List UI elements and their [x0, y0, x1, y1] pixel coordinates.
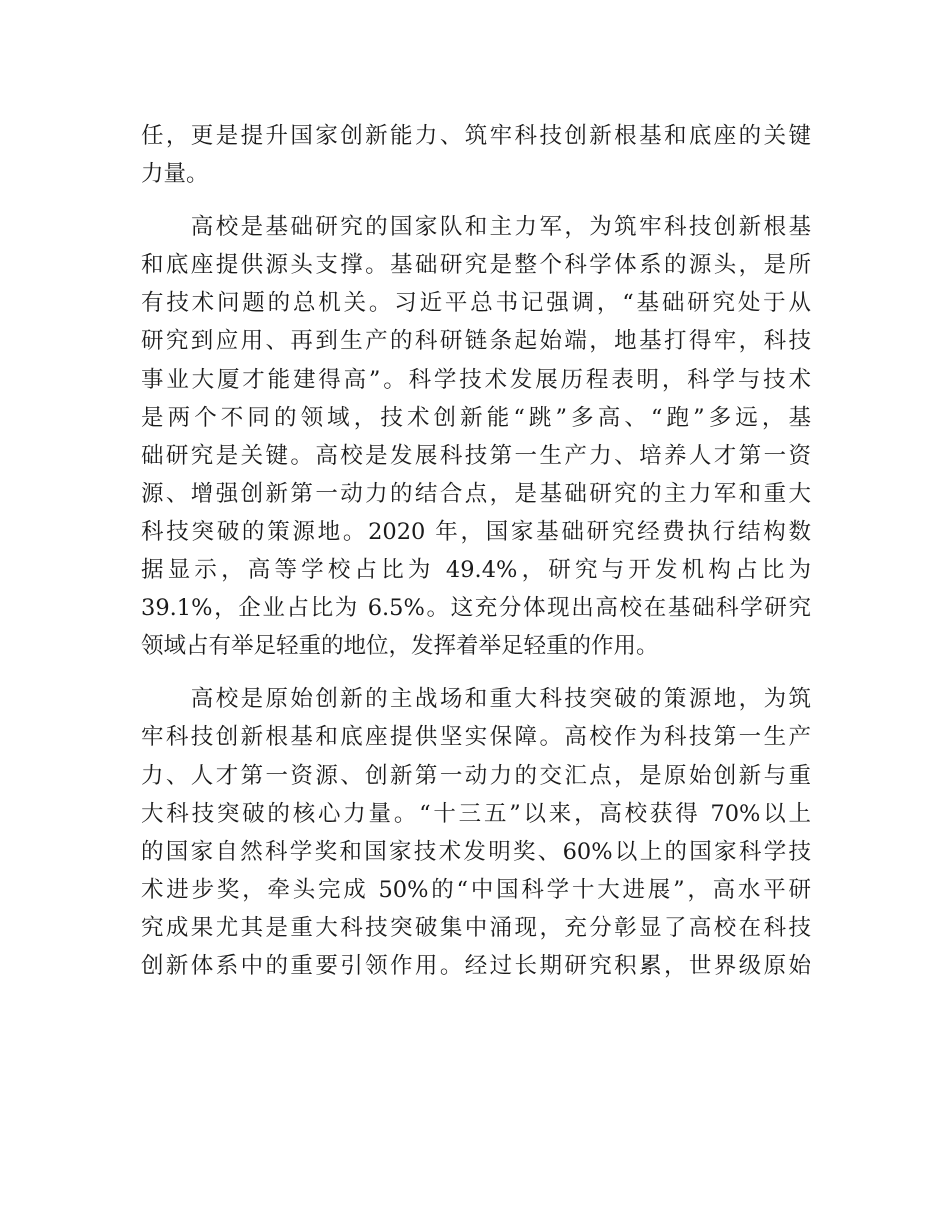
text-line: 研究到应用、再到生产的科研链条起始端，地基打得牢，科技 [141, 328, 811, 355]
text-line: 领域占有举足轻重的地位，发挥着举足轻重的作用。 [141, 633, 659, 660]
text-line: 创新体系中的重要引领作用。经过长期研究积累，世界级原始 [141, 952, 811, 979]
text-line: 大科技突破的核心力量。“十三五”以来，高校获得 70%以上 [141, 800, 811, 827]
text-line: 据显示，高等学校占比为 49.4%，研究与开发机构占比为 [141, 557, 811, 584]
text-line: 术进步奖，牵头完成 50%的“中国科学十大进展”，高水平研 [141, 876, 811, 903]
text-line: 有技术问题的总机关。习近平总书记强调，“基础研究处于从 [141, 290, 811, 317]
paragraph-spacer [141, 193, 811, 208]
text-line: 牢科技创新根基和底座提供坚实保障。高校作为科技第一生产 [141, 724, 811, 751]
text-line: 的国家自然科学奖和国家技术发明奖、60%以上的国家科学技 [141, 838, 811, 865]
paragraph-1 [141, 117, 811, 193]
text-line: 高校是原始创新的主战场和重大科技突破的策源地，为筑 [141, 686, 811, 713]
text-line: 和底座提供源头支撑。基础研究是整个科学体系的源头，是所 [141, 252, 811, 279]
text-line: 事业大厦才能建得高”。科学技术发展历程表明，科学与技术 [141, 366, 811, 393]
text-line: 础研究是关键。高校是发展科技第一生产力、培养人才第一资 [141, 442, 811, 469]
text-line: 源、增强创新第一动力的结合点，是基础研究的主力军和重大 [141, 480, 811, 507]
text-line: 力量。 [141, 161, 209, 188]
text-line: 究成果尤其是重大科技突破集中涌现，充分彰显了高校在科技 [141, 914, 811, 941]
text-line: 科技突破的策源地。2020 年，国家基础研究经费执行结构数 [141, 518, 811, 545]
paragraph-2 [141, 208, 811, 665]
text-line: 力、人才第一资源、创新第一动力的交汇点，是原始创新与重 [141, 762, 811, 789]
paragraph-3 [141, 680, 811, 985]
text-line: 是两个不同的领域，技术创新能“跳”多高、“跑”多远，基 [141, 404, 811, 431]
text-line: 39.1%，企业占比为 6.5%。这充分体现出高校在基础科学研究 [141, 595, 811, 622]
paragraph-spacer [141, 665, 811, 680]
body-text [141, 117, 811, 985]
text-line: 任，更是提升国家创新能力、筑牢科技创新根基和底座的关键 [141, 123, 811, 149]
text-line: 高校是基础研究的国家队和主力军，为筑牢科技创新根基 [141, 214, 811, 241]
